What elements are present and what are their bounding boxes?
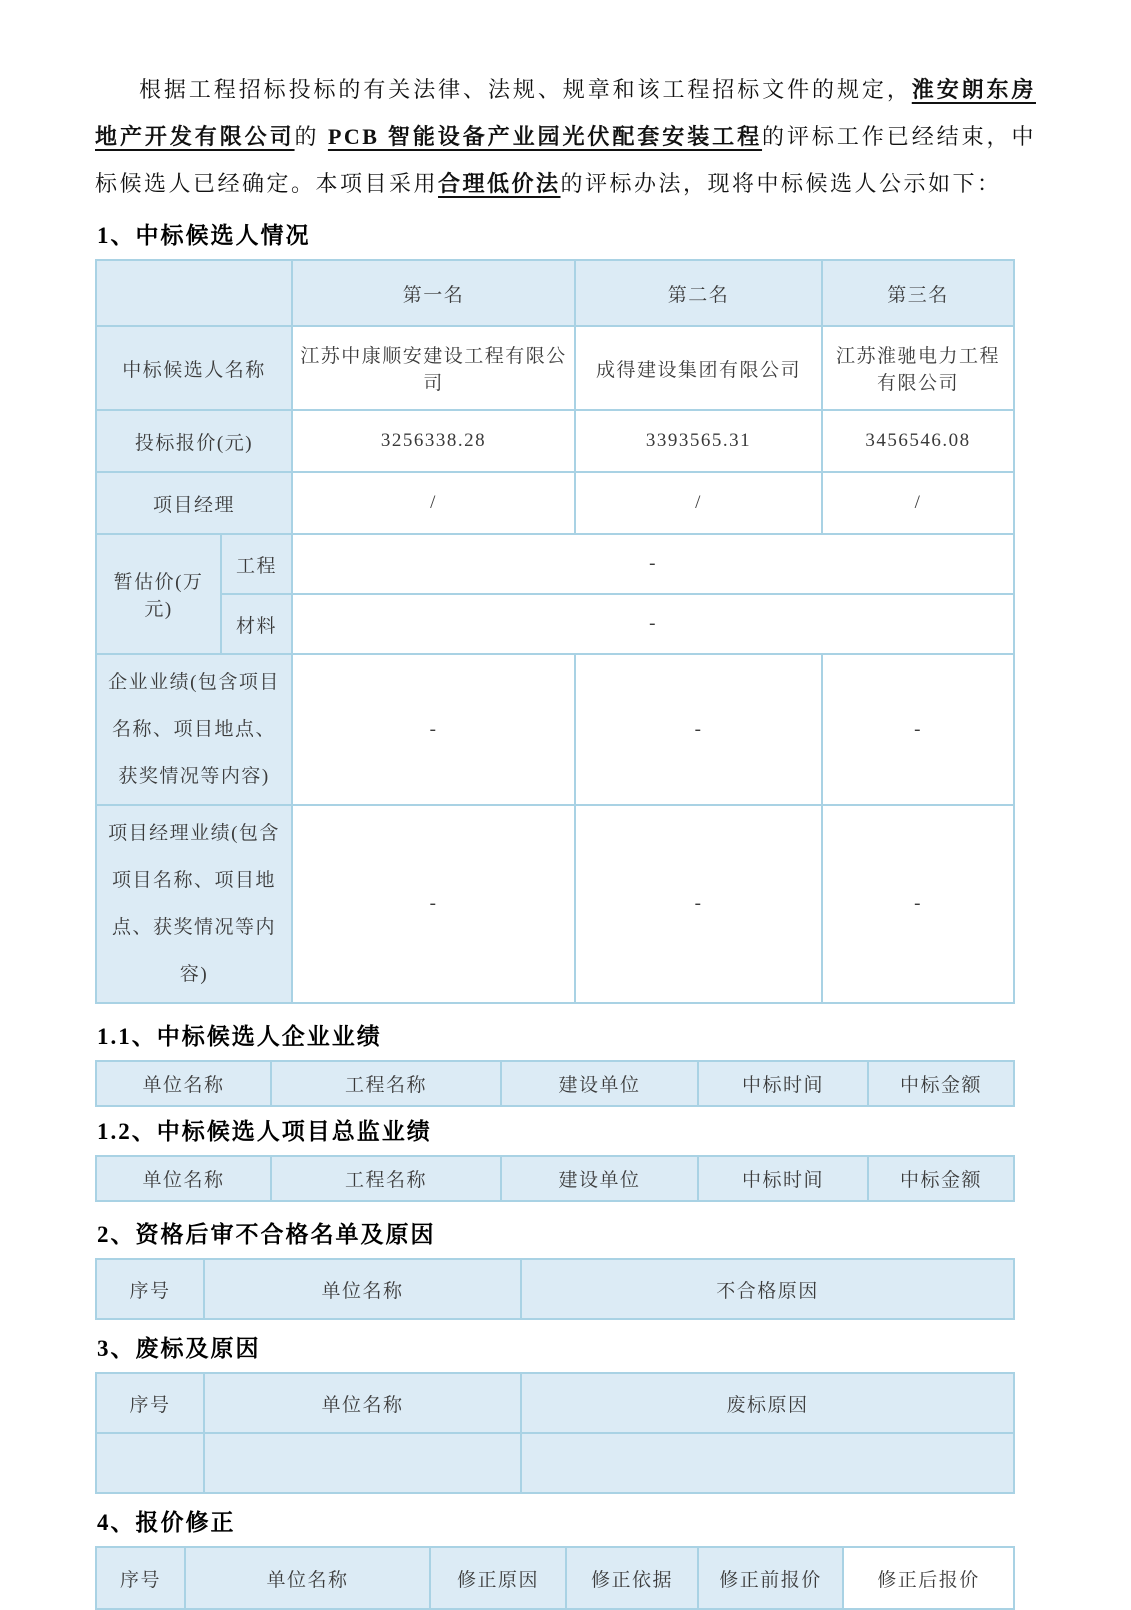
estimate-cl-value: [292, 594, 1014, 654]
company-performance-table: [95, 1060, 1015, 1107]
perf1-header-project: 工程名称: [271, 1061, 501, 1106]
candidate3-manager-performance: -: [822, 805, 1014, 1003]
perf2-header-time: 中标时间: [698, 1156, 868, 1201]
candidate2-price: 3393565.31: [575, 410, 822, 472]
estimate-sub-label-cl: 材料: [221, 594, 292, 654]
table-row: [96, 1433, 1014, 1493]
intro-seg2: 的: [294, 124, 328, 149]
row-label-estimate: 暂估价(万元): [96, 534, 221, 654]
table-row: [96, 534, 1014, 594]
reject-header-no: 序号: [96, 1373, 204, 1433]
table-row: [96, 654, 1014, 805]
corr-header-no: 序号: [96, 1547, 185, 1609]
table-row: [96, 410, 1014, 472]
table-row: [96, 1061, 1014, 1106]
section1-1-title: 1.1、中标候选人企业业绩: [97, 1024, 382, 1049]
rank2-header: 第二名: [575, 260, 822, 326]
candidate3-company-performance: -: [822, 654, 1014, 805]
director-performance-table: [95, 1155, 1015, 1202]
candidate3-manager: /: [822, 472, 1014, 534]
perf2-header-amount: 中标金额: [868, 1156, 1014, 1201]
reject-header-unit: 单位名称: [204, 1373, 521, 1433]
candidate1-manager-performance: -: [292, 805, 575, 1003]
perf1-header-unit: 单位名称: [96, 1061, 271, 1106]
rejected-bids-table: [95, 1372, 1015, 1494]
intro-method-name: 合理低价法: [438, 171, 561, 196]
perf2-header-unit: 单位名称: [96, 1156, 271, 1201]
corr-header-basis: 修正依据: [566, 1547, 698, 1609]
intro-seg1: 根据工程招标投标的有关法律、法规、规章和该工程招标文件的规定，: [139, 77, 912, 102]
rank1-header: 第一名: [292, 260, 575, 326]
section4-title: 4、报价修正: [97, 1510, 236, 1535]
candidate1-price: 3256338.28: [292, 410, 575, 472]
table-row: [96, 805, 1014, 1003]
reject-header-reason: 废标原因: [521, 1373, 1014, 1433]
candidate3-price: 3456546.08: [822, 410, 1014, 472]
section1-2-title: 1.2、中标候选人项目总监业绩: [97, 1119, 432, 1144]
section1-title: 1、中标候选人情况: [97, 223, 311, 248]
row-label-manager-performance: 项目经理业绩(包含项目名称、项目地点、获奖情况等内容): [96, 805, 292, 1003]
candidate1-name: 江苏中康顺安建设工程有限公司: [292, 326, 575, 410]
row-label-bid-price: 投标报价(元): [96, 410, 292, 472]
section2-title: 2、资格后审不合格名单及原因: [97, 1222, 436, 1247]
table-row: [96, 472, 1014, 534]
row-label-company-performance: 企业业绩(包含项目名称、项目地点、获奖情况等内容): [96, 654, 292, 805]
candidates-table: [95, 259, 1015, 1004]
table-row: [96, 594, 1014, 654]
corr-header-reason: 修正原因: [430, 1547, 566, 1609]
table-row: [96, 1373, 1014, 1433]
perf1-header-builder: 建设单位: [501, 1061, 698, 1106]
table-row: [96, 1156, 1014, 1201]
candidate2-name: 成得建设集团有限公司: [575, 326, 822, 410]
row-label-project-manager: 项目经理: [96, 472, 292, 534]
price-correction-table: [95, 1546, 1015, 1610]
corr-header-before: 修正前报价: [698, 1547, 843, 1609]
table-row: [96, 1259, 1014, 1319]
perf1-header-time: 中标时间: [698, 1061, 868, 1106]
perf2-header-builder: 建设单位: [501, 1156, 698, 1201]
candidate2-manager-performance: -: [575, 805, 822, 1003]
reject-empty-reason: [521, 1433, 1014, 1493]
row-label-candidate-name: 中标候选人名称: [96, 326, 292, 410]
intro-paragraph: [95, 66, 1036, 207]
intro-seg4: 的评标办法，现将中标候选人公示如下：: [560, 171, 1002, 196]
perf1-header-amount: 中标金额: [868, 1061, 1014, 1106]
estimate-sub-label-gc: 工程: [221, 534, 292, 594]
table-row: [96, 326, 1014, 410]
intro-owner-name: 淮安朗东房地产开发有限公司: [95, 77, 1036, 149]
intro-seg3: 的评标工作已经结束，中标候选人已经确定。本项目采用: [95, 124, 1036, 196]
disq-header-unit: 单位名称: [204, 1259, 521, 1319]
disq-header-reason: 不合格原因: [521, 1259, 1014, 1319]
candidate1-manager: /: [292, 472, 575, 534]
candidate3-name: 江苏淮驰电力工程有限公司: [822, 326, 1014, 410]
rank3-header: 第三名: [822, 260, 1014, 326]
corr-header-after: 修正后报价: [843, 1547, 1014, 1609]
estimate-cl-dash: -: [649, 613, 657, 634]
perf2-header-project: 工程名称: [271, 1156, 501, 1201]
corr-header-unit: 单位名称: [185, 1547, 430, 1609]
disq-header-no: 序号: [96, 1259, 204, 1319]
empty-corner-cell: [96, 260, 292, 326]
candidate2-company-performance: -: [575, 654, 822, 805]
estimate-gc-value: [292, 534, 1014, 594]
reject-empty-unit: [204, 1433, 521, 1493]
section3-title: 3、废标及原因: [97, 1336, 261, 1361]
estimate-gc-dash: -: [649, 553, 657, 574]
candidate1-company-performance: -: [292, 654, 575, 805]
disqualified-table: [95, 1258, 1015, 1320]
table-row: [96, 260, 1014, 326]
intro-project-name: PCB 智能设备产业园光伏配套安装工程: [327, 124, 763, 149]
reject-empty-no: [96, 1433, 204, 1493]
candidate2-manager: /: [575, 472, 822, 534]
